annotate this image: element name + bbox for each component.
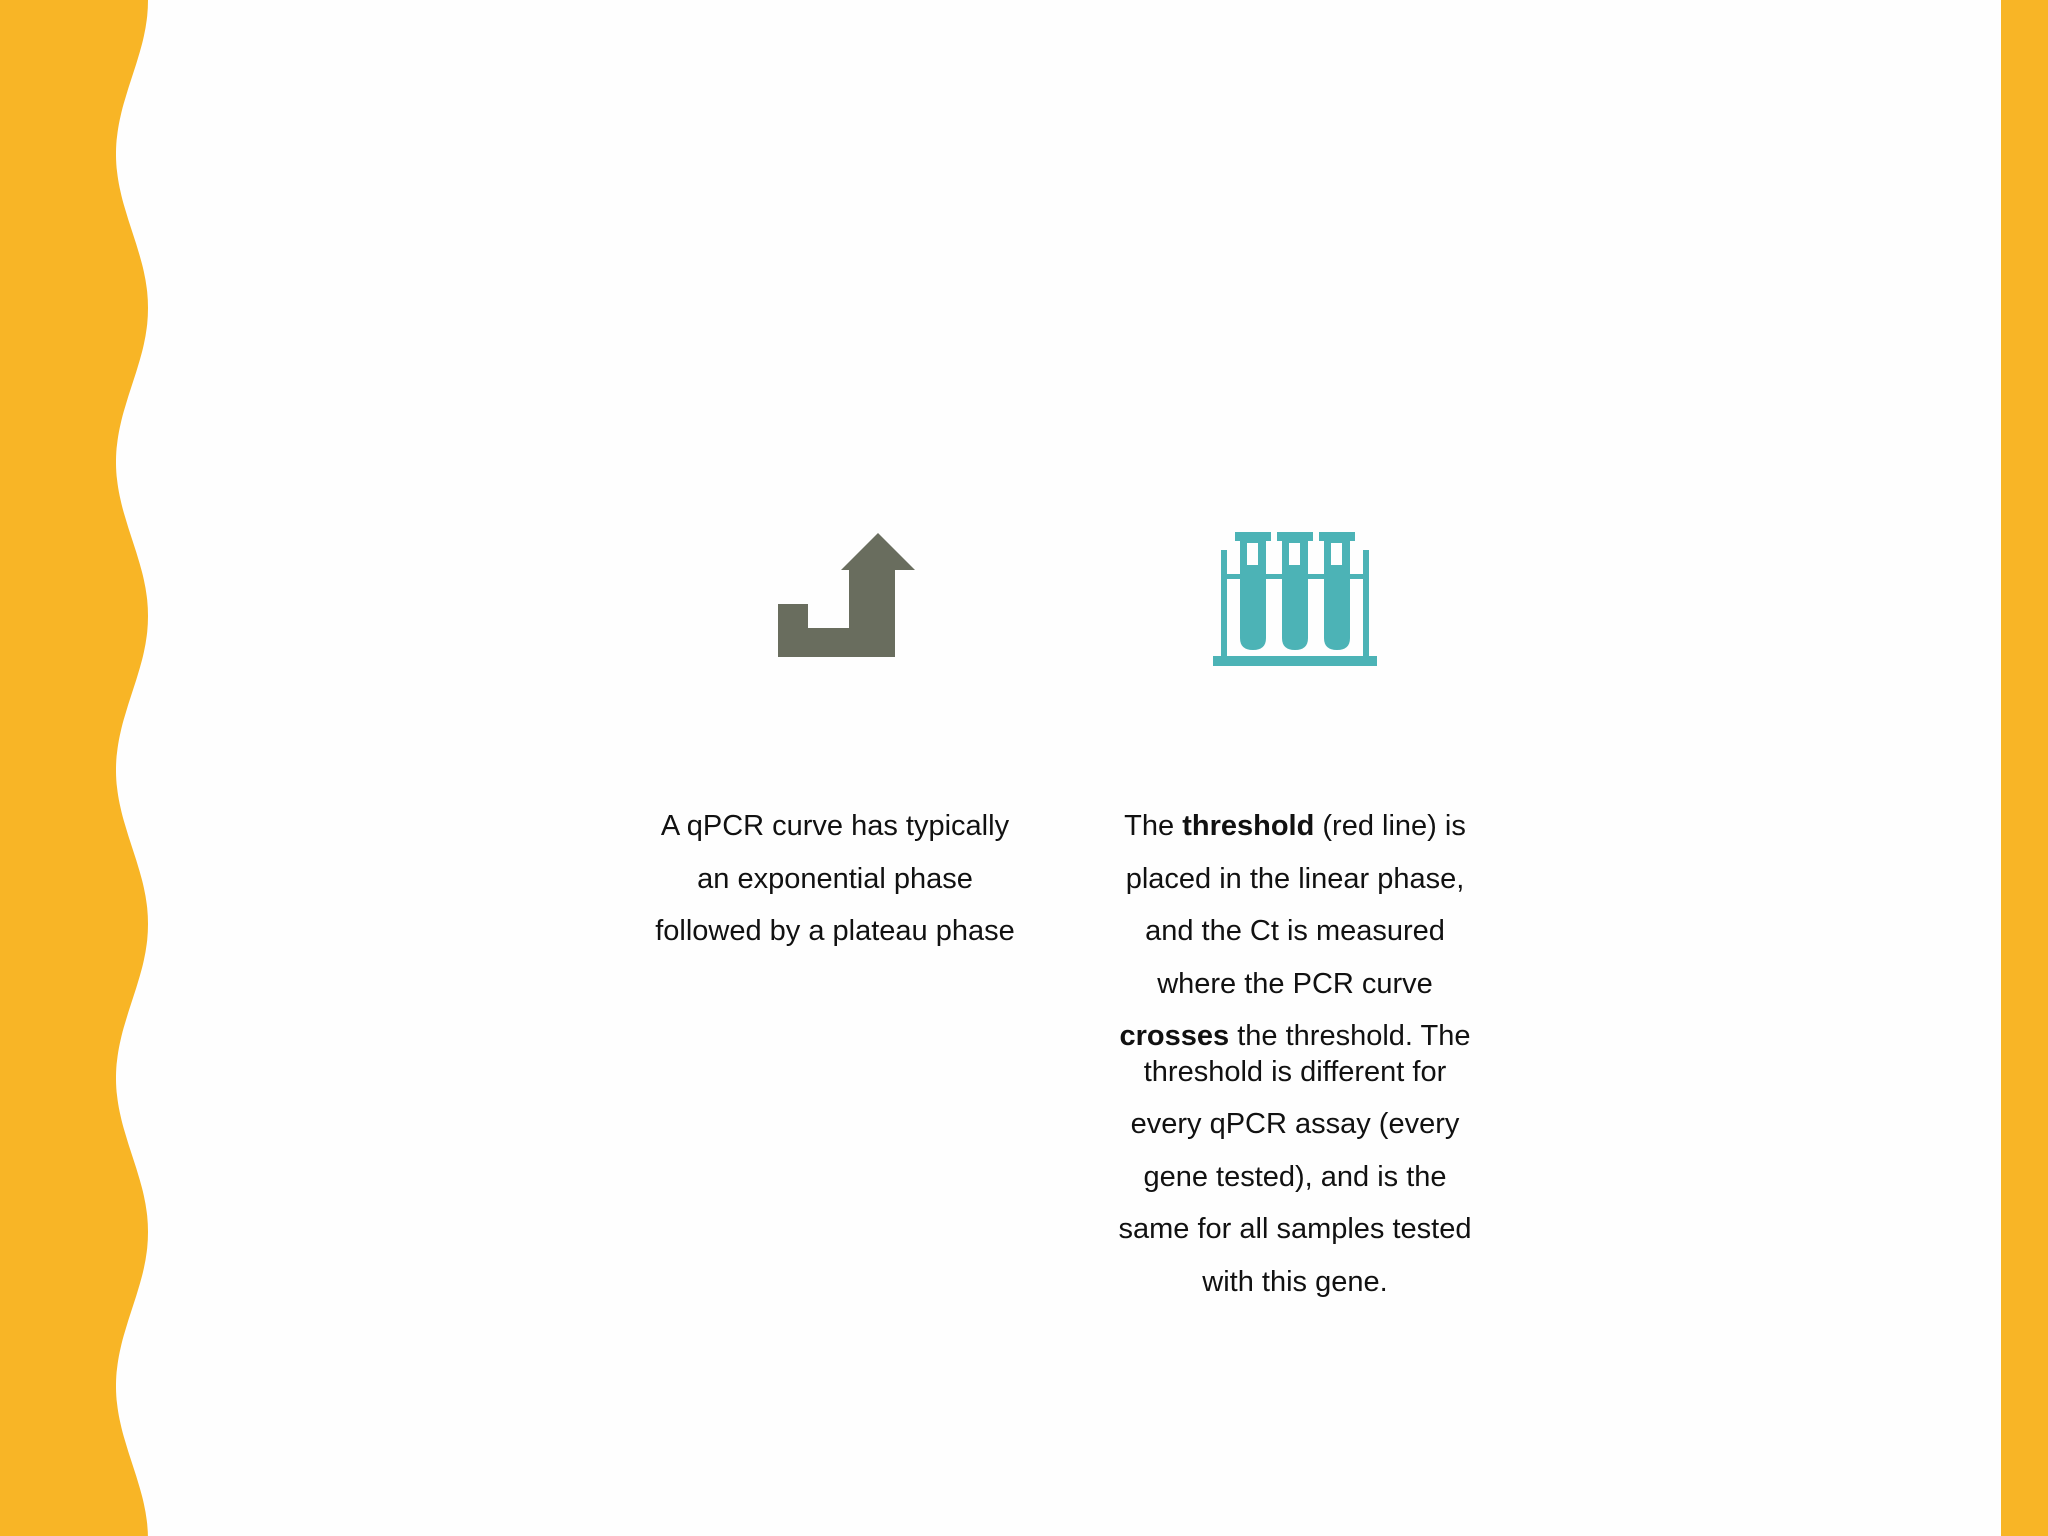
caption-right-line-9: same for all samples tested xyxy=(1118,1213,1472,1245)
right-border xyxy=(2001,0,2048,1536)
caption-right-line-2: placed in the linear phase, xyxy=(1125,862,1465,895)
test-tube-rack-icon xyxy=(1213,530,1377,668)
caption-right-line-8: gene tested), and is the xyxy=(1143,1160,1447,1193)
caption-right-line-4: where the PCR curve xyxy=(1157,967,1433,1000)
bold-crosses: crosses xyxy=(1119,1020,1230,1052)
caption-right-line-6: threshold is different for xyxy=(1143,1055,1447,1088)
caption-right-line-1 xyxy=(1080,800,1510,853)
bold-threshold: threshold xyxy=(1182,810,1315,842)
caption-left-line-3: followed by a plateau phase xyxy=(655,915,1015,947)
wavy-left-border xyxy=(0,0,160,1536)
caption-right-line-10: with this gene. xyxy=(1202,1265,1388,1298)
text-the-threshold: the threshold. The xyxy=(1229,1020,1471,1052)
caption-threshold xyxy=(1080,800,1510,1308)
caption-exponential-phase xyxy=(620,800,1050,958)
caption-left-line-1: A qPCR curve has typically xyxy=(660,810,1010,842)
text-the: The xyxy=(1124,810,1183,842)
turn-up-arrow-icon xyxy=(778,530,920,660)
caption-left-line-2: an exponential phase xyxy=(697,862,973,895)
text-red-line: (red line) is xyxy=(1314,810,1466,842)
caption-right-line-7: every qPCR assay (every xyxy=(1130,1108,1460,1140)
caption-right-line-3: and the Ct is measured xyxy=(1145,915,1445,947)
